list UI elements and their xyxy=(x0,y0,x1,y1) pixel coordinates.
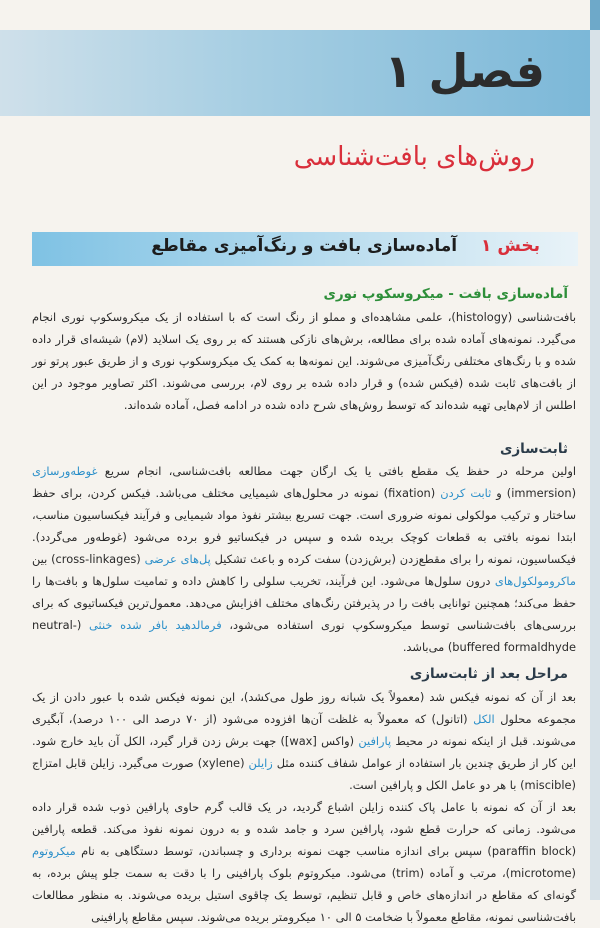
term-fixation: ثابت کردن xyxy=(440,486,492,500)
section-title: آماده‌سازی بافت و رنگ‌آمیزی مقاطع xyxy=(151,236,458,256)
term-cross-linkages: پل‌های عرضی xyxy=(144,552,211,566)
edge-accent-bar xyxy=(590,0,600,30)
term-microtome: میکروتوم xyxy=(32,844,76,858)
edge-strip xyxy=(590,30,600,900)
paragraph-tissue-prep: بافت‌شناسی (histology)، علمی مشاهده‌ای و مملو از رنگ است که با استفاده از یک میکروسکوپ نوری انجام می‌گیرد. نمونه‌های آماده شده برای مطالعه، برش‌های نازکی هستند که بر روی یک اسلاید (لام) شیشه‌ای قرار داده شده و با رنگ‌های مختلفی رنگ‌آمیزی می‌شوند. این نمونه‌ها به کمک یک میکروسکوپ نوری و از طریق عبور پرتو نور از بافت‌های ثابت شده (فیکس شده) و قرار داده شده بر روی لام، بررسی می‌شوند. اکثر تصاویر موجود در این اطلس از لام‌هایی تهیه شده‌اند که توسط روش‌های شرح داده شده در ادامه فصل، آماده شده‌اند. xyxy=(32,310,576,412)
paragraph-fixation: اولین مرحله در حفظ یک مقطع بافتی یا یک ارگان جهت مطالعه بافت‌شناسی، انجام سریع غوطه‌ورسازی (immersion) و ثابت کردن (fixation) نمونه در محلول‌های شیمیایی مختلف می‌باشد. فیکس کردن، برای حفظ ساختار و ترکیب مولکولی نمونه ضروری است. جهت تسریع بیشتر نفوذ مواد شیمیایی و فرآیند فیکساسیون مناسب، ابتدا نمونه بافتی به قطعات کوچک بریده شده و سپس در فیکساتیو فرو برده می‌شود (غوطه‌ور می‌گردد). فیکساسیون، نمونه را برای مقطع‌زدن (برش‌زدن) سفت کرده و باعث تشکیل پل‌های عرضی (cross-linkages) بین ماکرومولکول‌های درون سلول‌ها می‌شود. این فرآیند، تخریب سلولی را کاهش داده و تمامیت سلول‌ها و بافت‌ها را حفظ می‌کند؛ همچنین توانایی بافت را در پذیرفتن رنگ‌های مختلف افزایش می‌دهد. معمول‌ترین فیکساتیوی که برای بررسی‌های بافت‌شناسی توسط میکروسکوپ نوری استفاده می‌شود، فرمالدهید بافر شده خنثی (neutral-buffered formaldhyde) می‌باشد. xyxy=(32,464,577,654)
section-header xyxy=(151,236,540,256)
chapter-title: فصل ۱ xyxy=(384,44,545,98)
heading-post-fixation: مراحل بعد از ثابت‌سازی xyxy=(409,666,568,682)
section-number: بخش ۱ xyxy=(481,236,540,256)
term-xylene: زایلن xyxy=(248,756,273,770)
term-paraffin: پارافین xyxy=(358,734,392,748)
chapter-subtitle: روش‌های بافت‌شناسی xyxy=(293,142,535,172)
term-macromolecules: ماکرومولکول‌های xyxy=(494,574,576,588)
paragraph-post-fixation: بعد از آن که نمونه فیکس شد (معمولاً یک شبانه روز طول می‌کشد)، این نمونه فیکس شده با عبور دادن از یک مجموعه محلول الکل (اتانول) که معمولاً به غلظت آن‌ها افزوده می‌شود (از ۷۰ درصد الی ۱۰۰ درصد)، آبگیری می‌شوند. قبل از اینکه نمونه در محیط پارافین (واکس [wax]) جهت برش زدن قرار گیرد، الکل آن باید خارج شود. این کار از طریق چندین بار استفاده از عوامل شفاف کننده مثل زایلن (xylene) صورت می‌گیرد. زایلن قابل امتزاج (miscible) با هر دو عامل الکل و پارافین است. بعد از آن که نمونه با عامل پاک کننده زایلن اشباع گردید، در یک قالب گرم حاوی پارافین ذوب شده قرار داده می‌شود. زمانی که حرارت قطع شود، پارافین سرد و جامد شده و به درون نمونه نفوذ می‌کند. قطعه پارافین (paraffin block) سپس برای اندازه مناسب جهت نمونه برداری و چسباندن، توسط دستگاهی به نام میکروتوم (microtome)، مرتب و آماده (trim) می‌شود. میکروتوم بلوک پارافینی را با دقت به سمت جلو پیش برده، به گونه‌ای که مقاطع در اندازه‌های خاص و قابل تنظیم، توسط یک چاقوی استیل بریده می‌شوند. به منظور مطالعات بافت‌شناسی نمونه، مقاطع معمولاً با ضخامت ۵ الی ۱۰ میکرومتر بریده می‌شوند. سپس مقاطع پارافینی xyxy=(32,690,577,924)
heading-fixation: ثابت‌سازی xyxy=(500,441,568,457)
term-immersion: غوطه‌ورسازی xyxy=(32,464,98,478)
heading-tissue-prep: آماده‌سازی بافت - میکروسکوپ نوری xyxy=(323,286,568,302)
term-alcohol: الکل xyxy=(473,712,495,726)
term-formaldehyde: فرمالدهید بافر شده خنثی xyxy=(89,618,222,632)
